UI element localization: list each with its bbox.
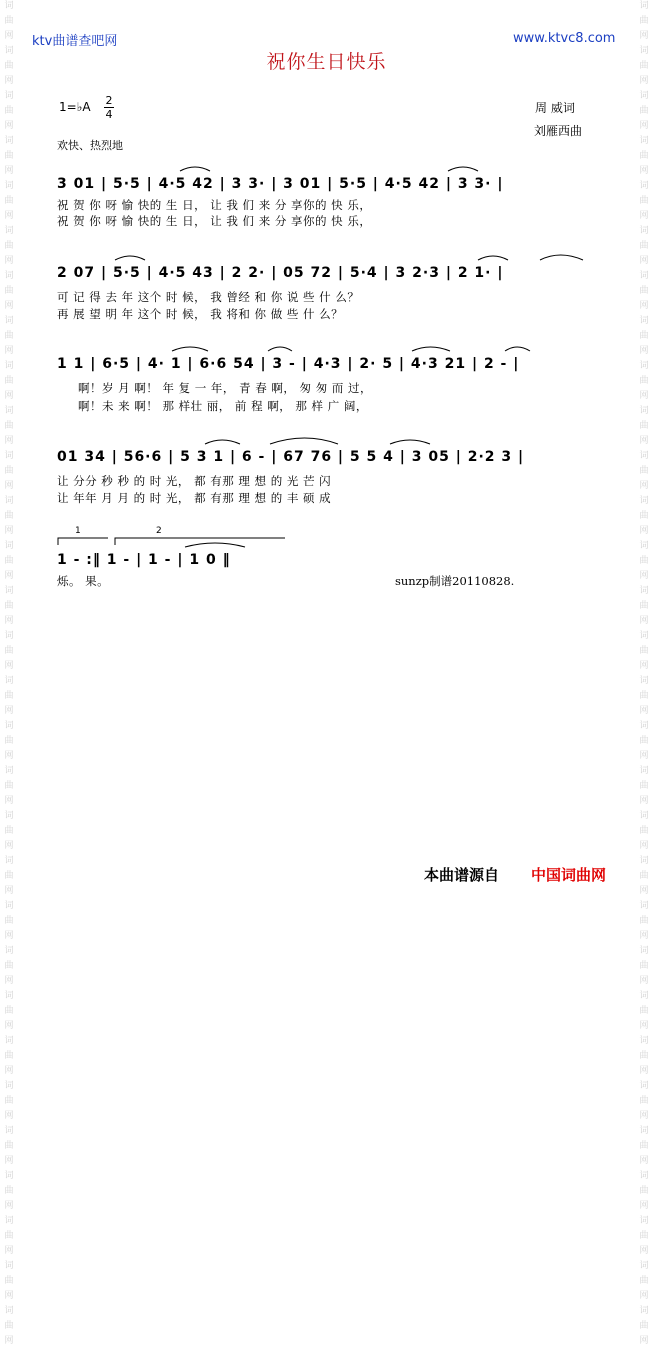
- slur: [448, 167, 478, 171]
- composer: 刘雁西曲: [534, 124, 583, 138]
- slur: [270, 438, 338, 444]
- notation-row-5: 1 - :‖ 1 - | 1 - | 1 0 ‖: [57, 552, 231, 568]
- lyrics-row-1-verse-2: 祝 贺 你 呀 愉 快的 生 日， 让 我 们 来 分 享你的 快 乐，: [57, 214, 372, 228]
- site-url-link[interactable]: www.ktvc8.com: [513, 31, 616, 46]
- transcriber-credit: sunzp制谱20110828.: [395, 574, 515, 588]
- lyrics-row-2-verse-1: 可 记 得 去 年 这个 时 候， 我 曾经 和 你 说 些 什 么？: [57, 290, 360, 304]
- lyrics-row-4-verse-2: 让 年年 月 月 的 时 光， 都 有那 理 想 的 丰 硕 成: [57, 491, 332, 505]
- slur: [478, 256, 508, 260]
- slur: [540, 255, 583, 260]
- notation-row-3: 1 1 | 6·5 | 4· 1 | 6·6 54 | 3 - | 4·3 | 2· 5 | 4·3 21 | 2 - |: [57, 356, 520, 372]
- slur: [172, 347, 208, 351]
- slur: [115, 256, 145, 260]
- lyrics-row-3-verse-1: 啊！岁 月 啊！ 年 复 一 年， 青 春 啊， 匆 匆 而 过，: [78, 381, 373, 395]
- lyrics-row-1-verse-1: 祝 贺 你 呀 愉 快的 生 日， 让 我 们 来 分 享你的 快 乐，: [57, 198, 372, 212]
- notation-row-2: 2 07 | 5·5 | 4·5 43 | 2 2· | 05 72 | 5·4 | 3 2·3 | 2 1· |: [57, 265, 504, 281]
- slur: [205, 440, 240, 444]
- meter-bottom: 4: [105, 108, 113, 121]
- notation-row-4: 01 34 | 56·6 | 5 3 1 | 6 - | 67 76 | 5 5 4 | 3 05 | 2·2 3 |: [57, 449, 525, 465]
- volta-1-number: 1: [75, 526, 81, 536]
- source-label: 本曲谱源自: [424, 866, 500, 884]
- source-site-link[interactable]: 中国词曲网: [531, 866, 607, 884]
- lyrics-row-2-verse-2: 再 展 望 明 年 这个 时 候， 我 将和 你 做 些 什 么？: [57, 307, 344, 321]
- slur: [180, 167, 210, 171]
- key-signature: 1=♭A: [59, 100, 91, 114]
- volta-1-bracket: [58, 538, 108, 545]
- slur: [185, 543, 245, 547]
- tempo-marking: 欢快、热烈地: [57, 139, 123, 152]
- lyrics-row-4-verse-1: 让 分分 秒 秒 的 时 光， 都 有那 理 想 的 光 芒 闪: [57, 474, 332, 488]
- lyricist: 周 威词: [535, 101, 575, 115]
- song-title: 祝你生日快乐: [266, 51, 387, 73]
- slur: [268, 347, 292, 351]
- volta-2-number: 2: [156, 526, 162, 536]
- watermark-right: 词 曲 网 词 曲 网 词 曲 网 词 曲 网 词 曲 网 词 曲 网 词 曲 网 词 曲 网 词 曲 网 词 曲 网 词 曲 网 词 曲 网 词 曲 网 词 曲 网 词 曲 网 词 曲 网 词 曲 网 词 曲 网 词 曲 网 词 曲 网 词 曲 网 词 曲 网 词 曲 网 词 曲 网 词 曲 网 词 曲 网 词 曲 网 词 曲 网 词 曲 网 词 曲 网: [639, 1, 649, 1346]
- lyrics-row-3-verse-2: 啊！未 来 啊！ 那 样壮 丽， 前 程 啊， 那 样 广 阔，: [78, 399, 368, 413]
- site-name-link[interactable]: ktv曲谱查吧网: [32, 34, 118, 49]
- slur: [412, 347, 450, 351]
- slur: [505, 347, 530, 351]
- meter-top: 2: [105, 94, 113, 107]
- slur: [390, 440, 430, 444]
- watermark-left: 词 曲 网 词 曲 网 词 曲 网 词 曲 网 词 曲 网 词 曲 网 词 曲 网 词 曲 网 词 曲 网 词 曲 网 词 曲 网 词 曲 网 词 曲 网 词 曲 网 词 曲 网 词 曲 网 词 曲 网 词 曲 网 词 曲 网 词 曲 网 词 曲 网 词 曲 网 词 曲 网 词 曲 网 词 曲 网 词 曲 网 词 曲 网 词 曲 网 词 曲 网 词 曲 网: [4, 1, 14, 1346]
- lyrics-row-5: 烁。 果。: [57, 574, 110, 588]
- notation-row-1: 3 01 | 5·5 | 4·5 42 | 3 3· | 3 01 | 5·5 | 4·5 42 | 3 3· |: [57, 176, 504, 192]
